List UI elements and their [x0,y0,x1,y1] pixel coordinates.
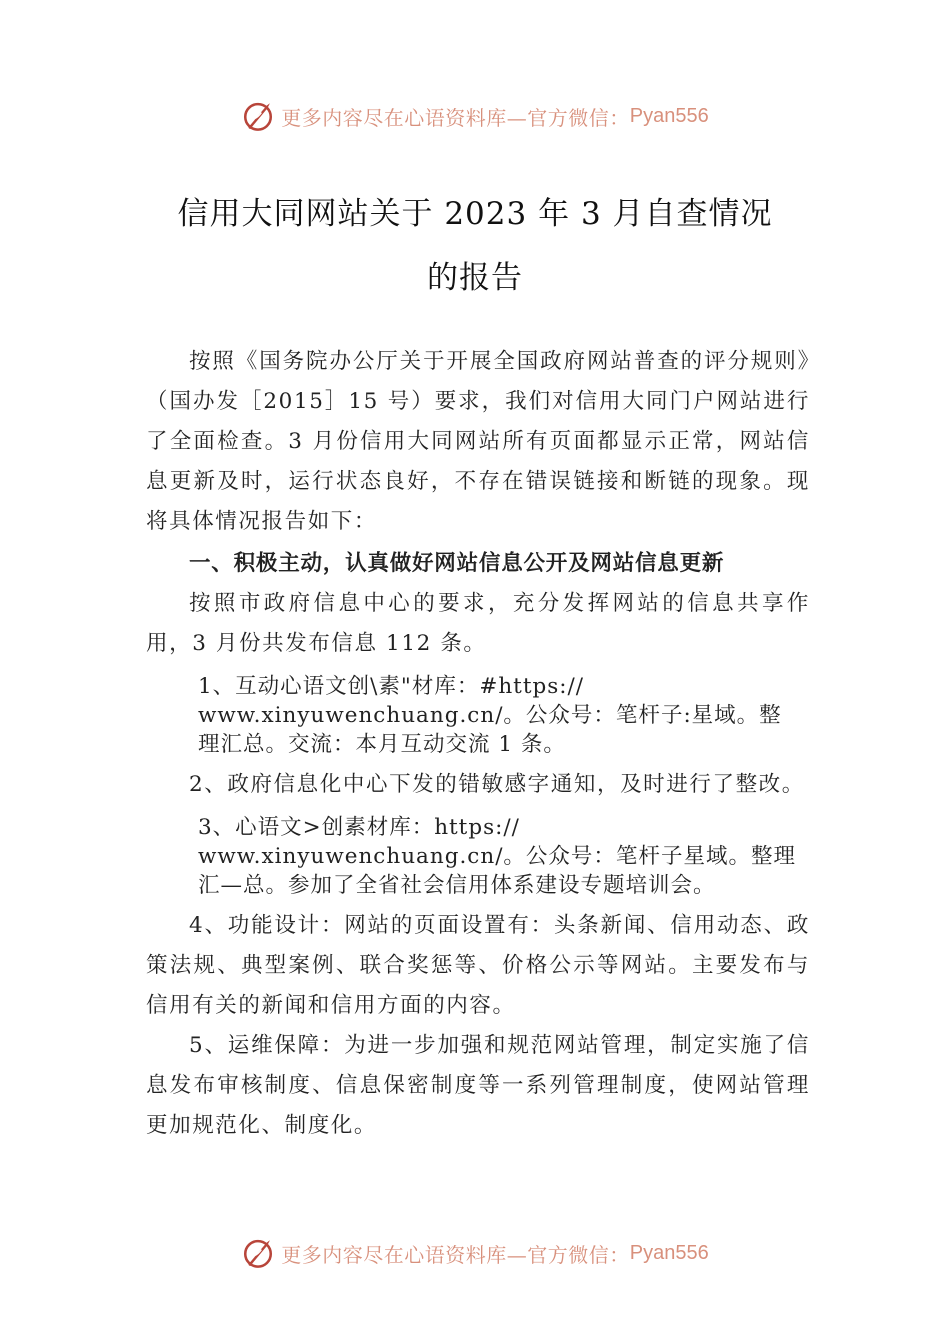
list-item-4: 4、功能设计：网站的页面设置有：头条新闻、信用动态、政策法规、典型案例、联合奖惩等、价格公示等网站。主要发布与信用有关的新闻和信用方面的内容。 [146,913,810,1018]
quill-seal-icon [241,1236,275,1270]
banner-text: 更多内容尽在心语资料库—官方微信： [281,105,630,130]
intro-paragraph: 按照《国务院办公厅关于开展全国政府网站普查的评分规则》（国办发［2015］15 号）要求，我们对信用大同门户网站进行了全面检查。3 月份信用大同网站所有页面都显示正常，网站信息更新及时，运行状态良好，不存在错误链接和断链的现象。现将具体情况报告如下： [146,349,810,534]
list-item-1-line2: www.xinyuwenchuang.cn/。公众号：笔杆子:星域。整 [198,703,782,728]
banner-wechat-id: Pyan556 [629,104,709,127]
banner-text: 更多内容尽在心语资料库—官方微信： [281,1242,630,1267]
document-body [146,342,810,1146]
quill-seal-icon [241,99,275,133]
banner-wechat-id: Pyan556 [629,1241,709,1264]
list-item-3-line2: www.xinyuwenchuang.cn/。公众号：笔杆子星域。整理 [198,844,796,869]
list-item-3-line1: 3、心语文>创素材库：https:// [198,815,520,840]
list-item-3-line3: 汇—总。参加了全省社会信用体系建设专题培训会。 [198,873,716,898]
header-watermark-banner [0,96,950,136]
document-title-line2: 的报告 [427,260,523,296]
section-heading-1: 一、积极主动，认真做好网站信息公开及网站信息更新 [189,551,725,576]
list-item-1-line3: 理汇总。交流：本月互动交流 1 条。 [198,732,566,757]
list-item-1 [146,672,810,759]
list-item-1-line1: 1、互动心语文创\素"材库：#https:// [198,674,584,699]
document-title-line1: 信用大同网站关于 2023 年 3 月自查情况 [177,196,773,232]
list-item-2: 2、政府信息化中心下发的错敏感字通知，及时进行了整改。 [189,772,805,797]
list-item-3 [146,813,810,900]
list-item-5: 5、运维保障：为进一步加强和规范网站管理，制定实施了信息发布审核制度、信息保密制度等一系列管理制度，使网站管理更加规范化、制度化。 [146,1033,810,1138]
footer-watermark-banner [0,1233,950,1273]
section1-paragraph: 按照市政府信息中心的要求，充分发挥网站的信息共享作用，3 月份共发布信息 112 条。 [146,591,810,656]
